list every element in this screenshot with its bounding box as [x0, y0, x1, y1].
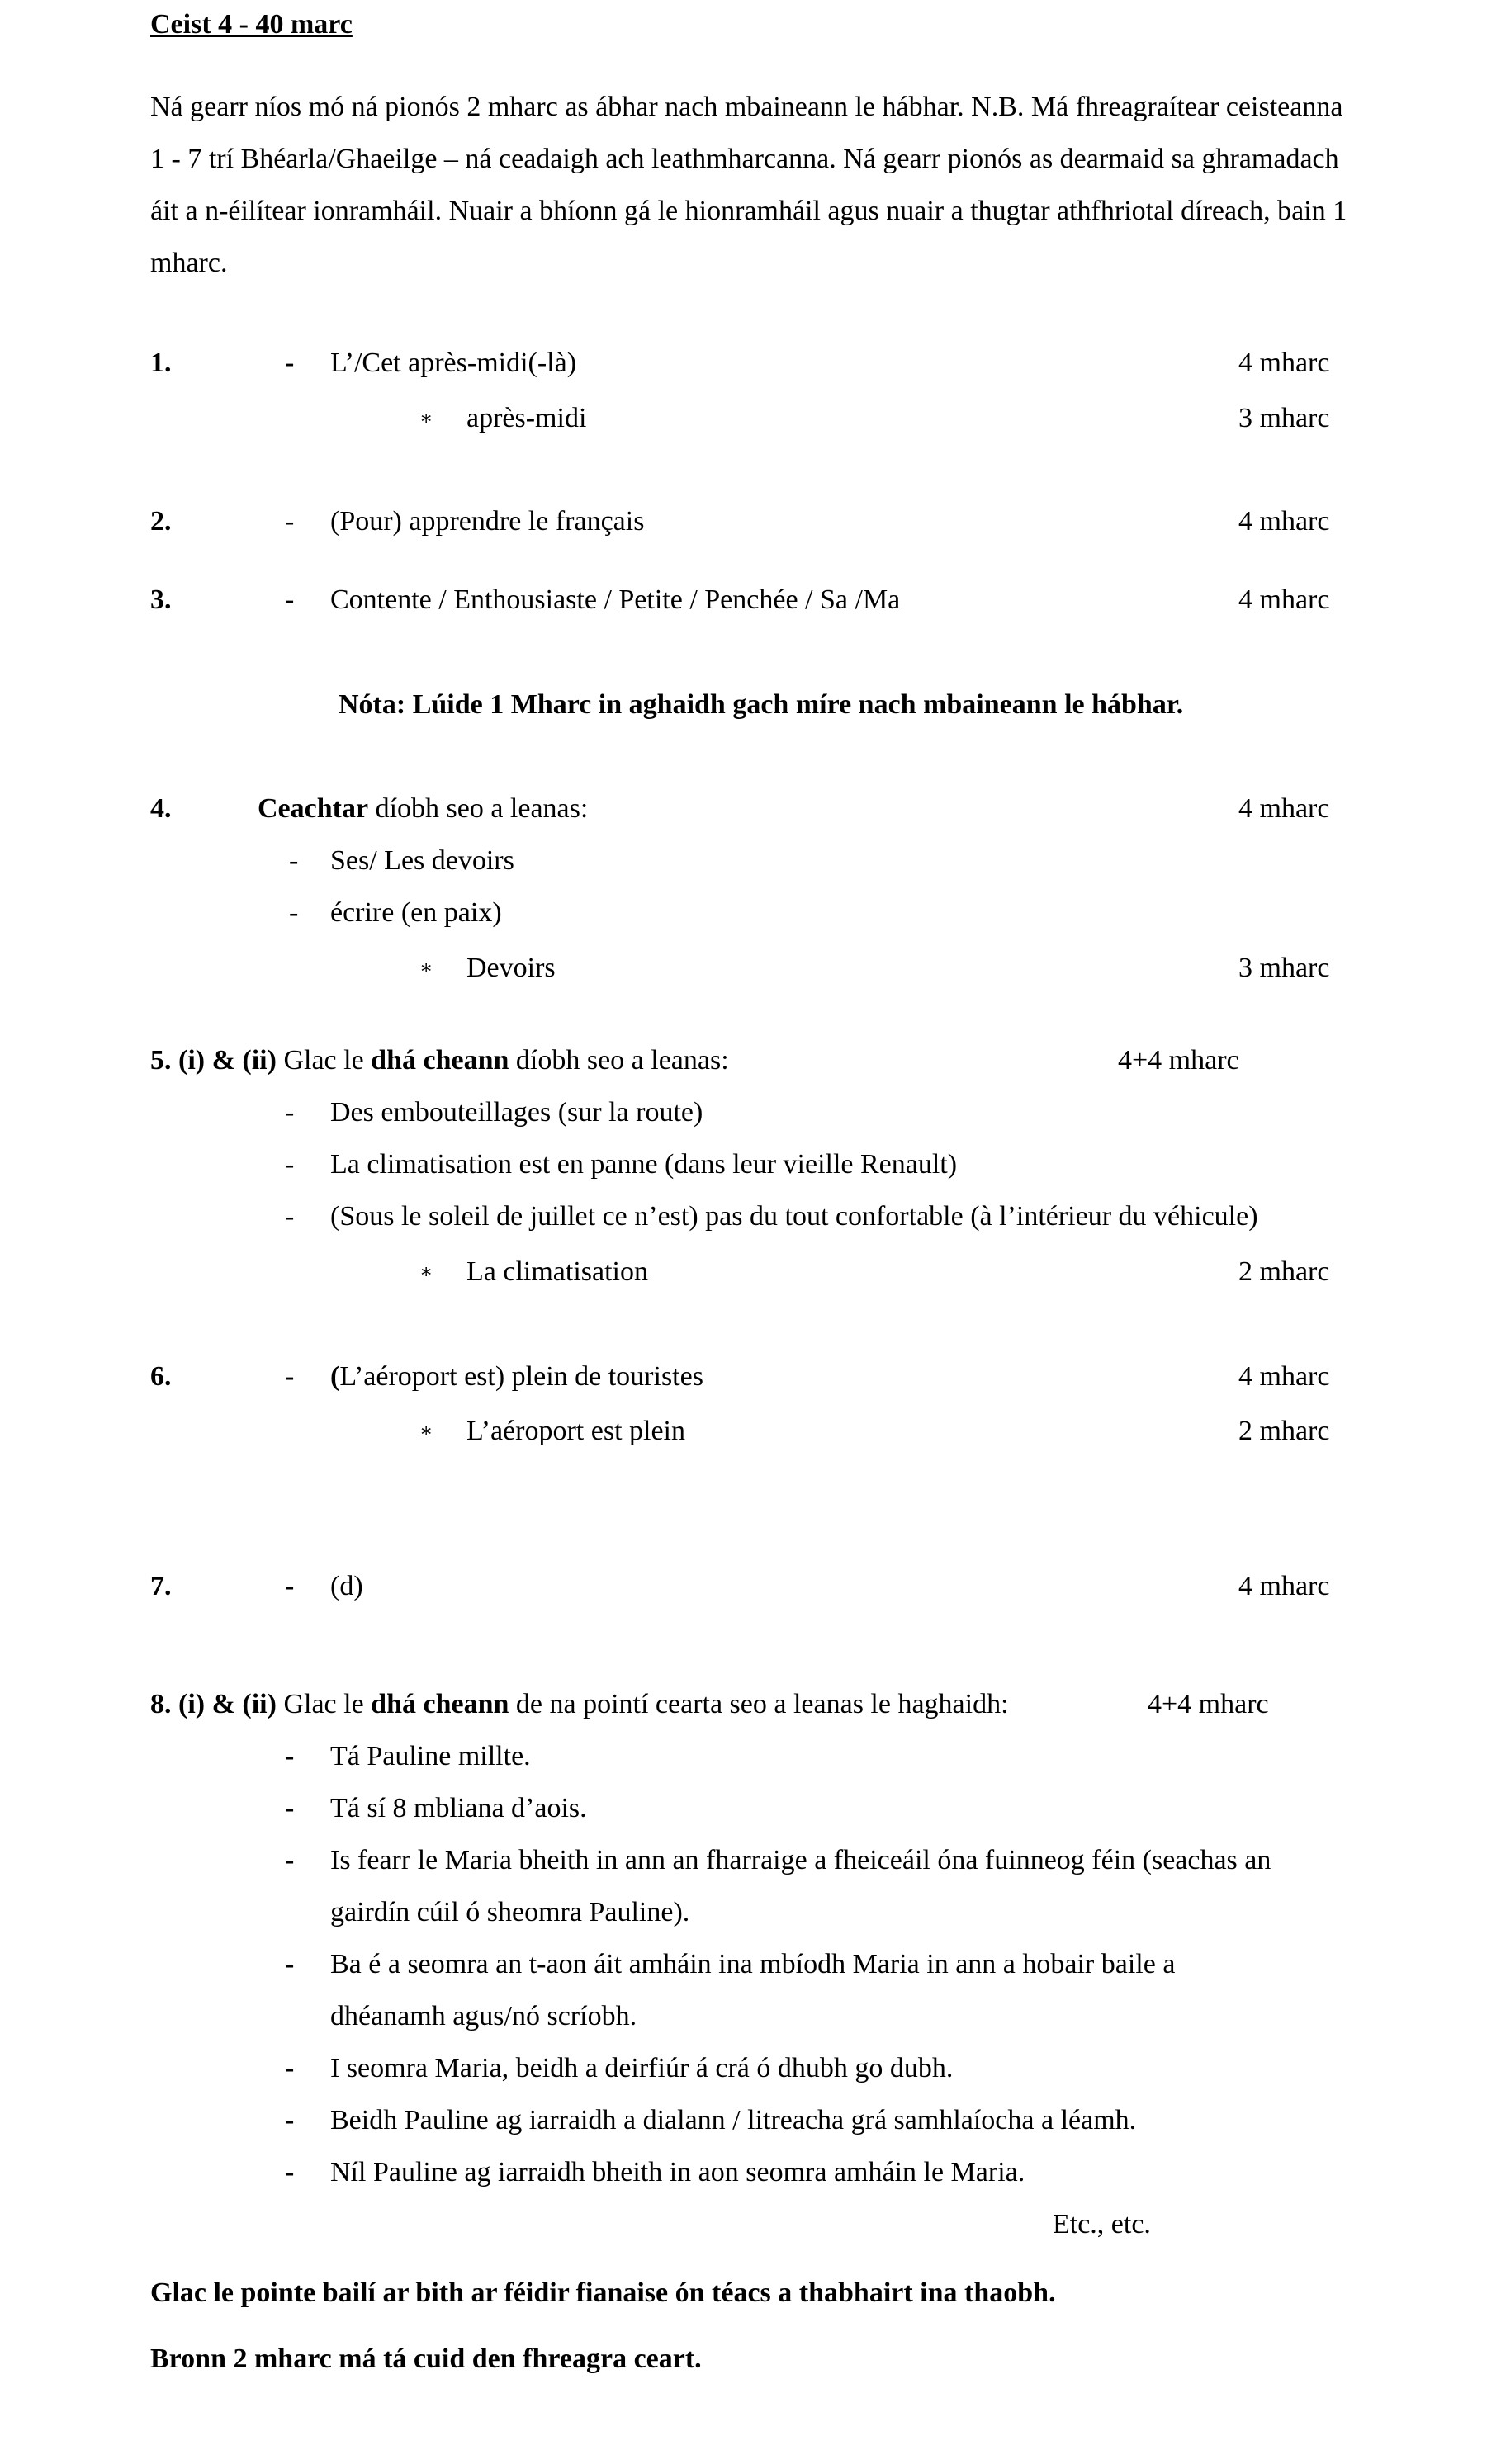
- q5-lead-a: Glac le: [276, 1045, 372, 1076]
- q8-lead-a: Glac le: [276, 1689, 372, 1719]
- q1-dash: -: [285, 348, 295, 378]
- q5-item-dash: -: [285, 1149, 295, 1180]
- q5-lead-bold: dhá cheann: [371, 1045, 509, 1076]
- nota-line: Nóta: Lúide 1 Mharc in aghaidh gach míre nach mbaineann le hábhar.: [339, 689, 1184, 720]
- q5-lead: [150, 1044, 729, 1078]
- q4-lead-bold: Ceachtar: [258, 793, 369, 824]
- q1-marks: 4 mharc: [1238, 348, 1330, 378]
- q5-star-icon: ∗: [419, 1261, 433, 1283]
- q4-lead: [258, 792, 588, 826]
- q4-marks: 4 mharc: [1238, 793, 1330, 824]
- q1-star-icon: ∗: [419, 408, 433, 429]
- q8-item-dash: -: [285, 2157, 295, 2187]
- q8-item: Níl Pauline ag iarraidh bheith in aon seomra amháin le Maria.: [330, 2157, 1025, 2187]
- q4-item-dash: -: [289, 897, 299, 928]
- intro-paragraph: Ná gearr níos mó ná pionós 2 mharc as ábhar nach mbaineann le hábhar. N.B. Má fhreagraítear ceisteanna 1 - 7 trí Bhéarla/Ghaeilge – ná ceadaigh ach leathmharcanna. Ná gearr pionós as dearmaid sa ghramadach áit a n-éilítear ionramháil. Nuair a bhíonn gá le hionramháil agus nuair a thugtar athfhriotal díreach, bain 1 mharc.: [150, 92, 1347, 278]
- q5-lead-b: díobh seo a leanas:: [509, 1045, 729, 1076]
- q8-item-dash: -: [285, 1793, 295, 1823]
- q4-lead-rest: díobh seo a leanas:: [368, 793, 589, 824]
- q5-alt-answer: La climatisation: [466, 1256, 648, 1287]
- q8-item-dash: -: [285, 1949, 295, 1979]
- q1-number: 1.: [150, 348, 172, 378]
- q2-number: 2.: [150, 506, 172, 537]
- q8-item-continuation: gairdín cúil ó sheomra Pauline).: [330, 1897, 690, 1927]
- q8-item: Tá Pauline millte.: [330, 1741, 531, 1771]
- q6-marks: 4 mharc: [1238, 1361, 1330, 1392]
- q6-answer-text: L’aéroport est) plein de touristes: [339, 1361, 703, 1392]
- q5-item: La climatisation est en panne (dans leur vieille Renault): [330, 1149, 958, 1180]
- q4-item-dash: -: [289, 845, 299, 876]
- q8-item-dash: -: [285, 1741, 295, 1771]
- page-title: Ceist 4 - 40 marc: [150, 9, 353, 40]
- q1-answer: L’/Cet après-midi(-là): [330, 348, 577, 378]
- q2-answer: (Pour) apprendre le français: [330, 506, 645, 537]
- q8-etc: Etc., etc.: [1053, 2209, 1151, 2239]
- q8-lead-bold: dhá cheann: [371, 1689, 509, 1719]
- q8-marks: 4+4 mharc: [1148, 1689, 1269, 1719]
- q6-alt-answer: L’aéroport est plein: [466, 1416, 685, 1446]
- q6-dash: -: [285, 1361, 295, 1392]
- q8-item: Beidh Pauline ag iarraidh a dialann / litreacha grá samhlaíocha a léamh.: [330, 2105, 1137, 2135]
- q4-alt-answer: Devoirs: [466, 953, 556, 983]
- footer-note-valid-points: Glac le pointe bailí ar bith ar féidir fianaise ón téacs a thabhairt ina thaobh.: [150, 2277, 1056, 2308]
- q1-alt-answer: après-midi: [466, 403, 587, 433]
- q3-dash: -: [285, 584, 295, 615]
- q5-item: Des embouteillages (sur la route): [330, 1097, 703, 1128]
- q8-item: Ba é a seomra an t-aon áit amháin ina mbíodh Maria in ann a hobair baile a: [330, 1949, 1176, 1979]
- q6-answer: [330, 1360, 703, 1394]
- q5-alt-marks: 2 mharc: [1238, 1256, 1330, 1287]
- q8-item-continuation: dhéanamh agus/nó scríobh.: [330, 2001, 637, 2031]
- q5-item-dash: -: [285, 1097, 295, 1128]
- q7-dash: -: [285, 1571, 295, 1601]
- q8-lead-b: de na pointí cearta seo a leanas le haghaidh:: [509, 1689, 1009, 1719]
- q4-alt-marks: 3 mharc: [1238, 953, 1330, 983]
- q5-marks: 4+4 mharc: [1118, 1045, 1239, 1076]
- q8-lead: [150, 1688, 1009, 1722]
- q5-number: 5. (i) & (ii): [150, 1045, 277, 1076]
- q7-answer: (d): [330, 1571, 363, 1601]
- q8-item: Tá sí 8 mbliana d’aois.: [330, 1793, 587, 1823]
- q6-answer-paren: (: [330, 1361, 340, 1392]
- q8-item: Is fearr le Maria bheith in ann an fharraige a fheiceáil óna fuinneog féin (seachas an: [330, 1845, 1271, 1875]
- q7-number: 7.: [150, 1571, 172, 1601]
- q1-alt-marks: 3 mharc: [1238, 403, 1330, 433]
- q8-item-dash: -: [285, 2053, 295, 2083]
- q3-number: 3.: [150, 584, 172, 615]
- q6-alt-marks: 2 mharc: [1238, 1416, 1330, 1446]
- q8-item-dash: -: [285, 2105, 295, 2135]
- q6-number: 6.: [150, 1361, 172, 1392]
- q4-number: 4.: [150, 793, 172, 824]
- q3-marks: 4 mharc: [1238, 584, 1330, 615]
- q3-answer: Contente / Enthousiaste / Petite / Penchée / Sa /Ma: [330, 584, 901, 615]
- q4-star-icon: ∗: [419, 958, 433, 979]
- q5-item: (Sous le soleil de juillet ce n’est) pas du tout confortable (à l’intérieur du véhicule): [330, 1201, 1258, 1232]
- q2-dash: -: [285, 506, 295, 537]
- q8-item-dash: -: [285, 1845, 295, 1875]
- q4-item: Ses/ Les devoirs: [330, 845, 514, 876]
- footer-note-partial-marks: Bronn 2 mharc má tá cuid den fhreagra ceart.: [150, 2343, 702, 2374]
- q5-item-dash: -: [285, 1201, 295, 1232]
- q2-marks: 4 mharc: [1238, 506, 1330, 537]
- q4-item: écrire (en paix): [330, 897, 502, 928]
- q8-number: 8. (i) & (ii): [150, 1689, 277, 1719]
- q7-marks: 4 mharc: [1238, 1571, 1330, 1601]
- q6-star-icon: ∗: [419, 1421, 433, 1442]
- q8-item: I seomra Maria, beidh a deirfiúr á crá ó dhubh go dubh.: [330, 2053, 954, 2083]
